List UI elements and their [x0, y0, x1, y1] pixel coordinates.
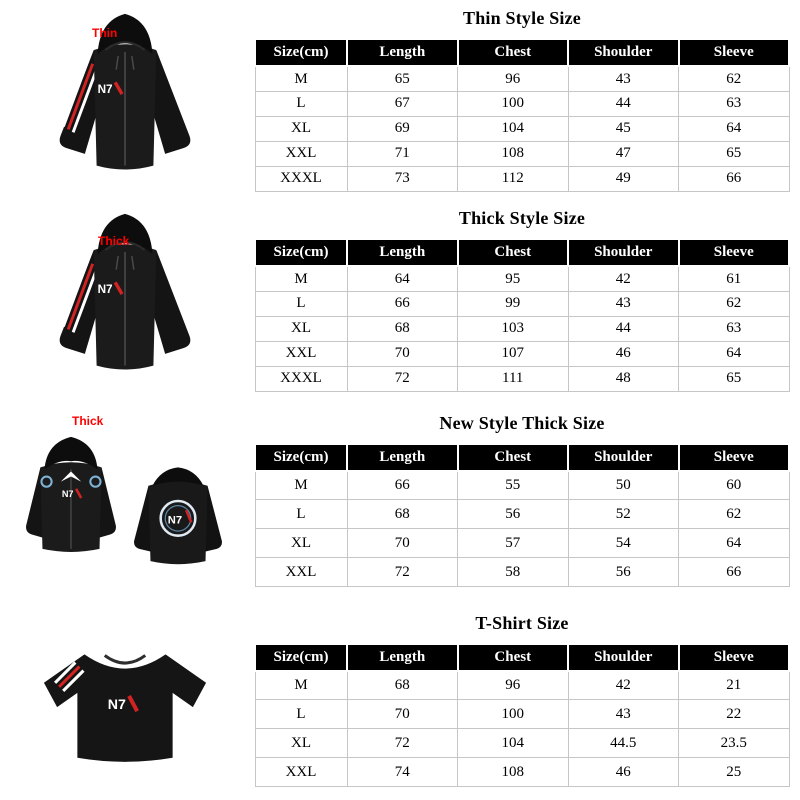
header-row	[255, 39, 789, 66]
product-label-thick: Thick	[98, 234, 130, 248]
product-photo-new-thick-hoodies	[0, 400, 250, 600]
measurement-cell: 25	[679, 758, 790, 787]
measurement-cell: 55	[458, 471, 569, 500]
measurement-cell: 49	[568, 166, 679, 191]
table-area-tshirt	[250, 600, 800, 800]
measurement-cell: 66	[347, 291, 458, 316]
measurement-cell: 44.5	[568, 729, 679, 758]
measurement-cell: 65	[347, 66, 458, 91]
size-label-cell: M	[255, 66, 347, 91]
column-header: Shoulder	[568, 444, 679, 471]
size-row	[255, 316, 789, 341]
column-header: Size(cm)	[255, 39, 347, 66]
column-header: Sleeve	[679, 644, 790, 671]
section-new-style-thick	[0, 400, 800, 600]
size-row	[255, 471, 789, 500]
measurement-cell: 42	[568, 266, 679, 291]
table-area-thin	[250, 0, 800, 200]
column-header: Sleeve	[679, 39, 790, 66]
measurement-cell: 68	[347, 671, 458, 700]
n7-logo-text: N7	[97, 83, 113, 97]
column-header: Size(cm)	[255, 644, 347, 671]
measurement-cell: 46	[568, 758, 679, 787]
measurement-cell: 73	[347, 166, 458, 191]
column-header: Length	[347, 239, 458, 266]
size-row	[255, 366, 789, 391]
size-label-cell: XL	[255, 529, 347, 558]
size-row	[255, 141, 789, 166]
measurement-cell: 96	[458, 66, 569, 91]
table-area-thick	[250, 200, 800, 400]
column-header: Sleeve	[679, 239, 790, 266]
column-header: Chest	[458, 444, 569, 471]
measurement-cell: 68	[347, 316, 458, 341]
measurement-cell: 100	[458, 700, 569, 729]
column-header: Size(cm)	[255, 239, 347, 266]
section-title: T-Shirt Size	[475, 612, 569, 633]
size-table-thick	[254, 238, 790, 392]
measurement-cell: 64	[679, 529, 790, 558]
hoodie-front-back-graphic	[18, 428, 232, 572]
column-header: Size(cm)	[255, 444, 347, 471]
n7-logo-text: N7	[97, 283, 113, 297]
size-label-cell: M	[255, 471, 347, 500]
measurement-cell: 66	[679, 166, 790, 191]
measurement-cell: 104	[458, 116, 569, 141]
size-row	[255, 116, 789, 141]
size-table-tshirt	[254, 643, 790, 788]
measurement-cell: 43	[568, 700, 679, 729]
measurement-cell: 46	[568, 341, 679, 366]
measurement-cell: 96	[458, 671, 569, 700]
size-table-thin	[254, 38, 790, 192]
measurement-cell: 62	[679, 500, 790, 529]
n7-logo-text: N7	[61, 488, 74, 499]
size-row	[255, 700, 789, 729]
measurement-cell: 70	[347, 341, 458, 366]
measurement-cell: 45	[568, 116, 679, 141]
measurement-cell: 112	[458, 166, 569, 191]
column-header: Chest	[458, 644, 569, 671]
table-area-new-thick	[250, 400, 800, 600]
collar	[105, 655, 146, 663]
measurement-cell: 100	[458, 91, 569, 116]
size-row	[255, 671, 789, 700]
hoodie-front-graphic	[36, 7, 214, 193]
size-row	[255, 66, 789, 91]
product-photo-thin-hoodie	[0, 0, 250, 200]
header-row	[255, 444, 789, 471]
size-row	[255, 758, 789, 787]
size-label-cell: XL	[255, 116, 347, 141]
measurement-cell: 69	[347, 116, 458, 141]
measurement-cell: 43	[568, 291, 679, 316]
size-row	[255, 166, 789, 191]
column-header: Length	[347, 39, 458, 66]
section-title: New Style Thick Size	[439, 412, 605, 433]
measurement-cell: 56	[568, 558, 679, 587]
measurement-cell: 21	[679, 671, 790, 700]
size-label-cell: XXXL	[255, 366, 347, 391]
measurement-cell: 64	[347, 266, 458, 291]
measurement-cell: 56	[458, 500, 569, 529]
measurement-cell: 50	[568, 471, 679, 500]
size-row	[255, 529, 789, 558]
measurement-cell: 74	[347, 758, 458, 787]
size-label-cell: M	[255, 671, 347, 700]
measurement-cell: 103	[458, 316, 569, 341]
measurement-cell: 67	[347, 91, 458, 116]
size-label-cell: XXL	[255, 341, 347, 366]
measurement-cell: 23.5	[679, 729, 790, 758]
size-label-cell: XL	[255, 729, 347, 758]
size-label-cell: XXL	[255, 558, 347, 587]
product-label-new-thick: Thick	[72, 414, 104, 428]
measurement-cell: 65	[679, 141, 790, 166]
measurement-cell: 66	[347, 471, 458, 500]
measurement-cell: 48	[568, 366, 679, 391]
column-header: Shoulder	[568, 644, 679, 671]
measurement-cell: 71	[347, 141, 458, 166]
measurement-cell: 62	[679, 66, 790, 91]
header-row	[255, 644, 789, 671]
measurement-cell: 107	[458, 341, 569, 366]
measurement-cell: 68	[347, 500, 458, 529]
size-label-cell: L	[255, 700, 347, 729]
size-row	[255, 341, 789, 366]
measurement-cell: 72	[347, 366, 458, 391]
header-row	[255, 239, 789, 266]
size-row	[255, 558, 789, 587]
column-header: Length	[347, 644, 458, 671]
measurement-cell: 62	[679, 291, 790, 316]
measurement-cell: 44	[568, 91, 679, 116]
measurement-cell: 47	[568, 141, 679, 166]
measurement-cell: 43	[568, 66, 679, 91]
n7-logo-text: N7	[167, 514, 183, 527]
size-label-cell: XXXL	[255, 166, 347, 191]
measurement-cell: 54	[568, 529, 679, 558]
size-label-cell: XL	[255, 316, 347, 341]
measurement-cell: 60	[679, 471, 790, 500]
section-tshirt	[0, 600, 800, 800]
column-header: Sleeve	[679, 444, 790, 471]
measurement-cell: 72	[347, 729, 458, 758]
measurement-cell: 52	[568, 500, 679, 529]
measurement-cell: 65	[679, 366, 790, 391]
measurement-cell: 66	[679, 558, 790, 587]
measurement-cell: 64	[679, 116, 790, 141]
section-title: Thin Style Size	[462, 8, 581, 29]
measurement-cell: 64	[679, 341, 790, 366]
size-row	[255, 729, 789, 758]
size-label-cell: L	[255, 291, 347, 316]
section-title: Thick Style Size	[458, 208, 586, 229]
tshirt-graphic	[18, 624, 232, 776]
measurement-cell: 63	[679, 91, 790, 116]
measurement-cell: 61	[679, 266, 790, 291]
measurement-cell: 104	[458, 729, 569, 758]
measurement-cell: 108	[458, 758, 569, 787]
measurement-cell: 22	[679, 700, 790, 729]
measurement-cell: 58	[458, 558, 569, 587]
size-row	[255, 266, 789, 291]
size-label-cell: XXL	[255, 758, 347, 787]
size-label-cell: XXL	[255, 141, 347, 166]
product-photo-tshirt	[0, 600, 250, 800]
size-label-cell: M	[255, 266, 347, 291]
product-label-thin: Thin	[92, 26, 118, 40]
size-row	[255, 291, 789, 316]
column-header: Chest	[458, 239, 569, 266]
column-header: Length	[347, 444, 458, 471]
n7-logo-text: N7	[107, 697, 126, 714]
size-label-cell: L	[255, 91, 347, 116]
size-row	[255, 91, 789, 116]
size-row	[255, 500, 789, 529]
measurement-cell: 63	[679, 316, 790, 341]
section-thin-style	[0, 0, 800, 200]
measurement-cell: 95	[458, 266, 569, 291]
column-header: Chest	[458, 39, 569, 66]
measurement-cell: 99	[458, 291, 569, 316]
column-header: Shoulder	[568, 39, 679, 66]
measurement-cell: 44	[568, 316, 679, 341]
measurement-cell: 70	[347, 529, 458, 558]
measurement-cell: 108	[458, 141, 569, 166]
measurement-cell: 57	[458, 529, 569, 558]
measurement-cell: 111	[458, 366, 569, 391]
measurement-cell: 70	[347, 700, 458, 729]
product-photo-thick-hoodie	[0, 200, 250, 400]
column-header: Shoulder	[568, 239, 679, 266]
section-thick-style	[0, 200, 800, 400]
measurement-cell: 72	[347, 558, 458, 587]
measurement-cell: 42	[568, 671, 679, 700]
size-label-cell: L	[255, 500, 347, 529]
size-table-new-thick	[254, 443, 790, 588]
